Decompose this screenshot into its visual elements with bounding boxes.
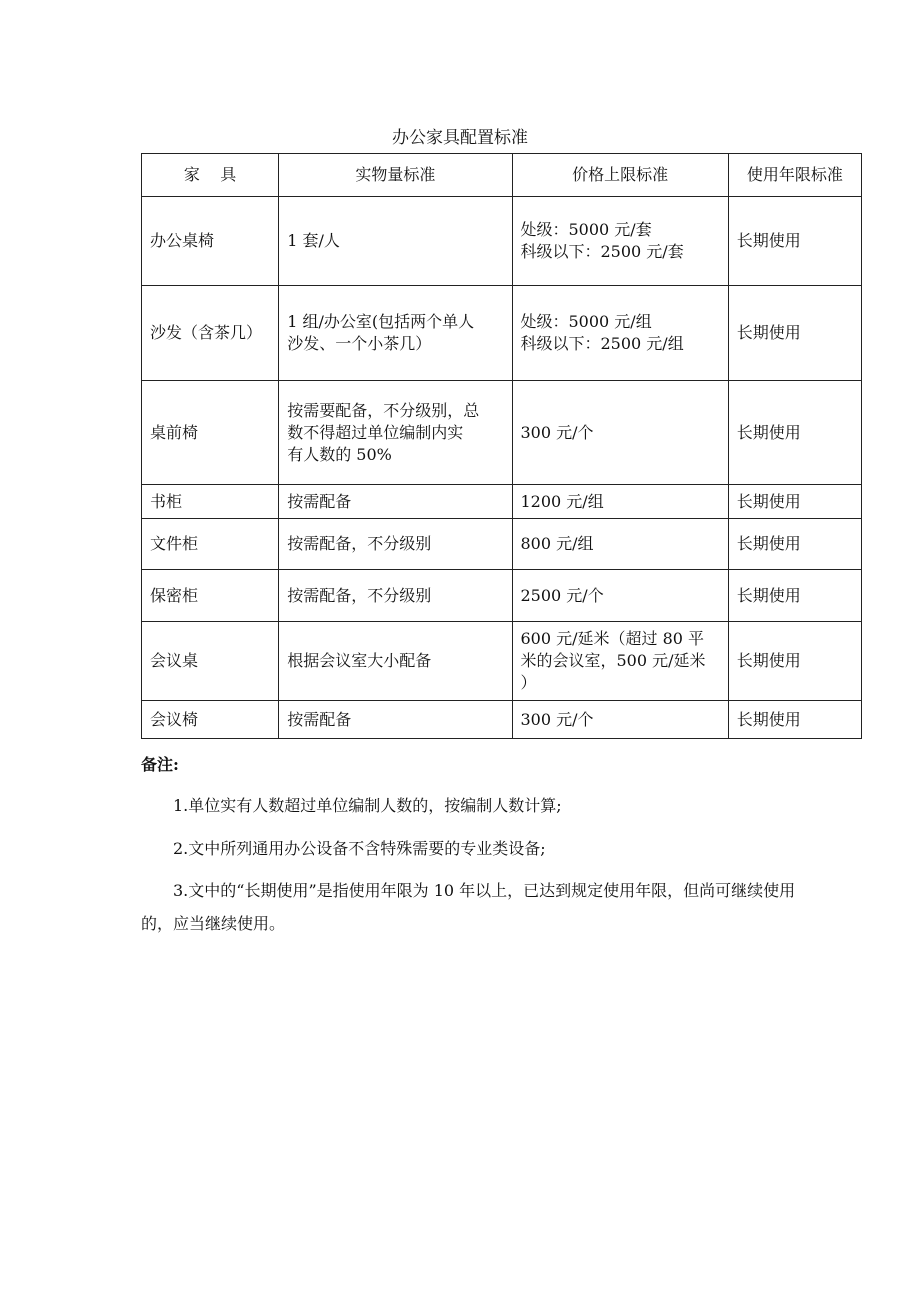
cell-line: 2500 元/个 [520,585,604,605]
cell-line: 300 元/个 [520,709,594,729]
cell-line: 处级：5000 元/套 [520,220,652,239]
cell-line: 科级以下：2500 元/组 [520,334,684,353]
cell-line: 根据会议室大小配备 [287,651,432,670]
cell-item: 会议椅 [142,701,279,739]
cell-line: ） [520,673,537,692]
note-3: 3.文中的“长期使用”是指使用年限为 10 年以上，已达到规定使用年限，但尚可继续使用的，应当继续使用。 [141,881,796,933]
cell-line: 米的会议室，500 元/延米 [520,651,706,670]
cell-quantity [279,519,512,570]
cell-price [512,197,728,286]
cell-line: 按需要配备，不分级别，总 [287,400,480,420]
cell-line: 1200 元/组 [520,491,604,511]
furniture-standards-table [141,153,862,739]
table-row [142,286,862,381]
cell-line: 按需配备 [287,709,352,729]
cell-price [512,622,728,701]
cell-line: 按需配备 [287,491,352,511]
cell-price [512,286,728,381]
cell-quantity [279,701,512,739]
note-2: 2.文中所列通用办公设备不含特殊需要的专业类设备; [173,839,546,858]
table-row [142,519,862,570]
cell-life: 长期使用 [728,197,861,286]
header-furniture: 家 具 [142,154,279,197]
cell-price [512,381,728,485]
note-1: 1.单位实有人数超过单位编制人数的，按编制人数计算; [173,796,562,815]
header-service-life: 使用年限标准 [728,154,861,197]
table-row [142,197,862,286]
cell-price [512,570,728,622]
cell-line: 沙发、一个小茶几） [287,334,432,353]
cell-line: 800 元/组 [520,534,594,553]
cell-price [512,519,728,570]
cell-item: 办公桌椅 [142,197,279,286]
cell-item: 保密柜 [142,570,279,622]
document-title: 办公家具配置标准 [392,128,528,148]
table-row [142,701,862,739]
table-row [142,381,862,485]
cell-price [512,485,728,519]
cell-line: 按需配备，不分级别 [287,585,432,605]
cell-life: 长期使用 [728,519,861,570]
cell-item: 桌前椅 [142,381,279,485]
header-quantity-standard: 实物量标准 [279,154,512,197]
cell-line: 处级：5000 元/组 [520,312,652,331]
cell-line: 按需配备，不分级别 [287,534,432,553]
cell-price [512,701,728,739]
cell-line: 300 元/个 [520,422,594,442]
cell-line: 数不得超过单位编制内实 [287,422,464,442]
cell-quantity [279,570,512,622]
cell-life: 长期使用 [728,286,861,381]
notes-heading: 备注: [141,755,179,774]
cell-life: 长期使用 [728,622,861,701]
cell-life: 长期使用 [728,570,861,622]
table-header-row [142,154,862,197]
cell-quantity [279,485,512,519]
cell-quantity [279,622,512,701]
cell-item: 会议桌 [142,622,279,701]
cell-item: 沙发（含茶几） [142,286,279,381]
table-row [142,485,862,519]
cell-life: 长期使用 [728,701,861,739]
header-price-limit: 价格上限标准 [512,154,728,197]
cell-quantity [279,286,512,381]
cell-line: 科级以下：2500 元/套 [520,242,684,261]
cell-line: 600 元/延米（超过 80 平 [520,629,705,648]
cell-line: 1 套/人 [287,231,340,250]
table-row [142,570,862,622]
cell-line: 有人数的 50% [287,444,392,464]
cell-life: 长期使用 [728,485,861,519]
cell-line: 1 组/办公室(包括两个单人 [287,312,475,331]
cell-quantity [279,197,512,286]
cell-item: 书柜 [142,485,279,519]
cell-item: 文件柜 [142,519,279,570]
table-row [142,622,862,701]
cell-quantity [279,381,512,485]
cell-life: 长期使用 [728,381,861,485]
